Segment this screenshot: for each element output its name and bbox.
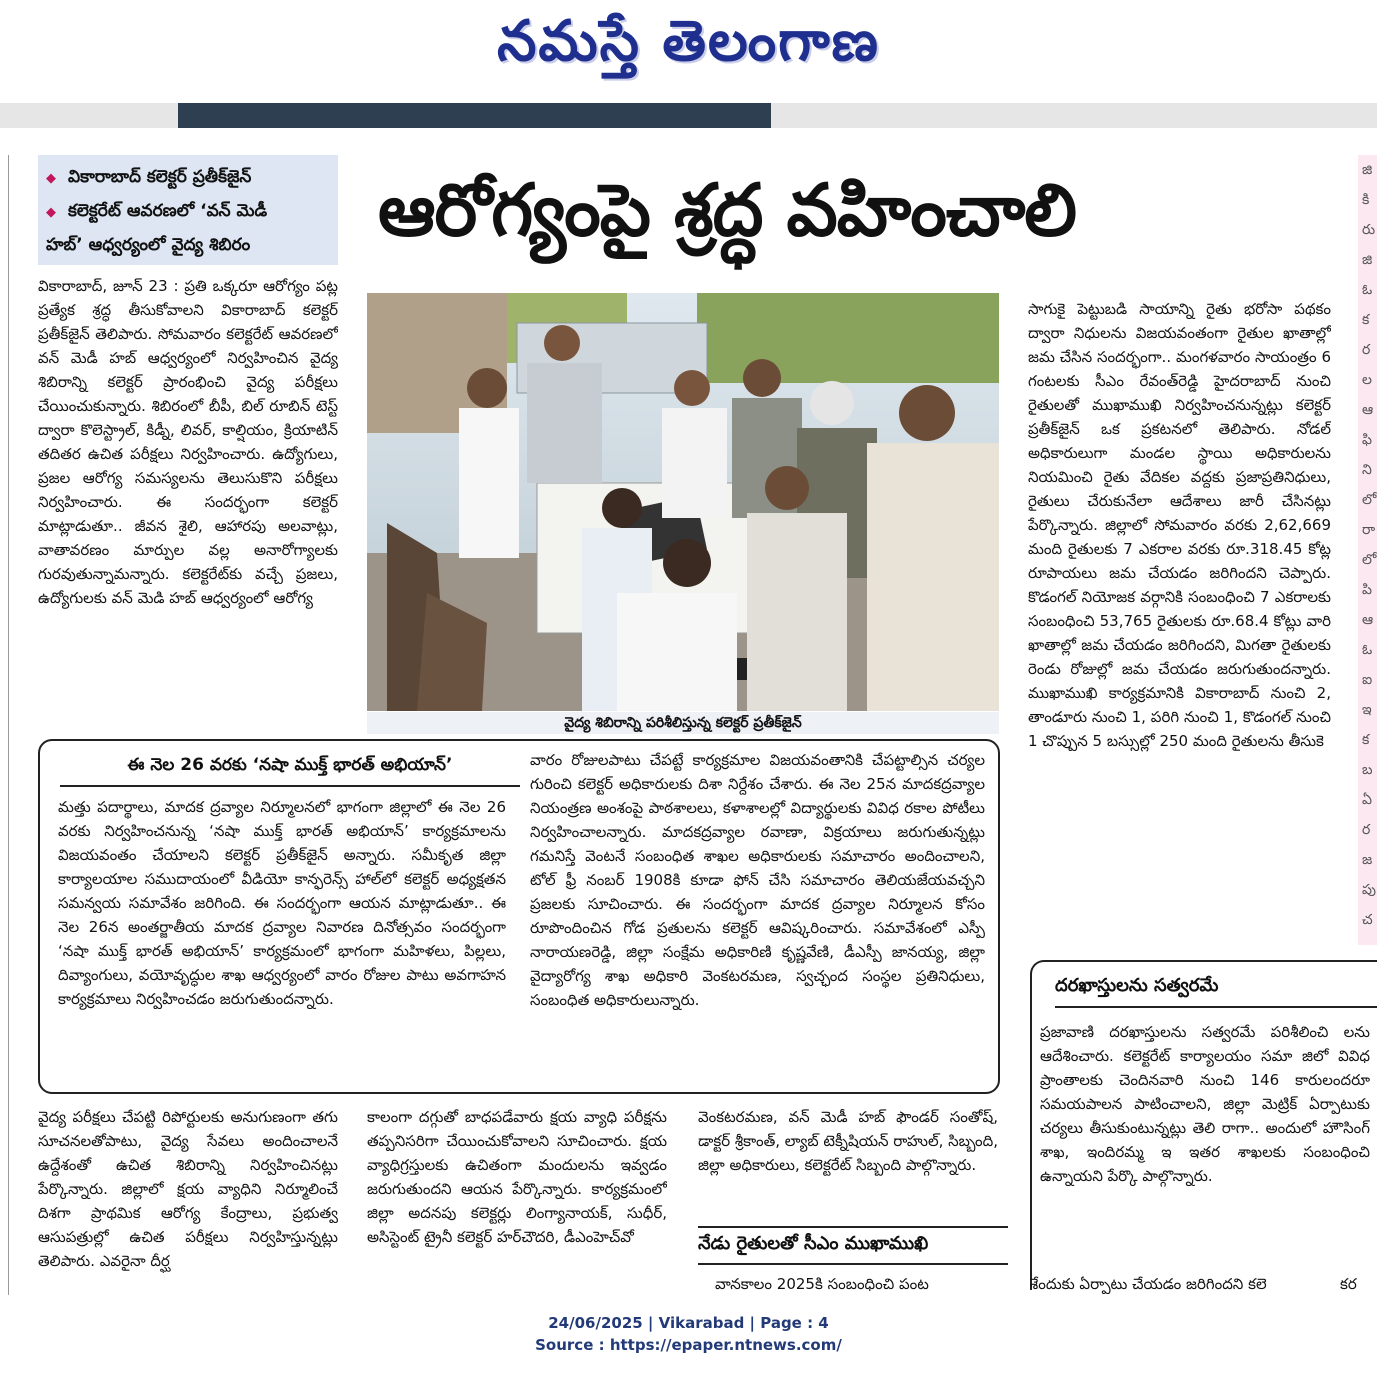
strip-fragment: ఓ [1362, 642, 1373, 658]
related-story-headline: దరఖాస్తులను సత్వరమే [1055, 975, 1377, 1008]
strip-fragment: ర [1362, 822, 1371, 838]
sidebar-story-headline: ఈ నెల 26 వరకు ‘నషా ముక్త్ భారత్ అభియాన్’ [60, 755, 520, 787]
footer-date-page: 24/06/2025 | Vikarabad | Page : 4 [548, 1314, 829, 1332]
sidebar-story-column-2: వారం రోజులపాటు చేపట్టే కార్యక్రమాల విజయవంతానికి చేపట్టాల్సిన చర్యల గురించి కలెక్టర్ అధికారులకు దిశా నిర్దేశం చేశారు. ఈ నెల 25న మాదకద్రవ్యాల నియంత్రణ అంశంపై పాఠశాలలు, కళాశాలల్లో విద్యార్థులకు వివిధ రకాల పోటీలు నిర్వహించాలన్నారు. మాదకద్రవ్యాల రవాణా, విక్రయాలు జరుగుతున్నట్లు గమనిస్తే వెంటనే సంబంధిత శాఖల అధికారులకు సమాచారం అందించాలని, టోల్ ఫ్రీ నంబర్ 1908కి కూడా ఫోన్ చేసి సమాచారం తెలియజేయవచ్చని ప్రజలకు సూచించారు. ఈ సందర్భంగా మాదక ద్రవ్యాల నిర్మూలన కోసం రూపొందించిన గోడ ప్రతులను కలెక్టర్ ఆవిష్కరించారు. సమావేశంలో ఎస్పీ నారాయణరెడ్డి, జిల్లా సంక్షేమ అధికారిణి కృష్ణవేణి, డీఎస్పీ జానయ్య, జిల్లా వైద్యారోగ్య శాఖ అధికారి వెంకటరమణ, స్వచ్ఛంద సంస్థల ప్రతినిధులు, సంబంధిత అధికారులున్నారు. [530, 751, 985, 1009]
strip-fragment: ల [1362, 372, 1372, 388]
main-headline: ఆరోగ్యంపై శ్రద్ధ వహించాలి [378, 168, 1077, 252]
diamond-bullet-icon: ◆ [46, 205, 56, 220]
strip-fragment: ర [1362, 342, 1371, 358]
article-deck [38, 155, 338, 265]
strip-fragment: లో [1362, 492, 1377, 508]
strip-fragment: జి [1362, 162, 1373, 178]
sub-story-body: వానకాలం 2025కి సంబంధించి పంట [715, 1275, 929, 1293]
strip-fragment: ఐ [1362, 672, 1373, 688]
strip-fragment: ఇ [1362, 702, 1372, 718]
strip-fragment: కి [1362, 192, 1370, 208]
sidebar-story-column-1: మత్తు పదార్థాలు, మాదక ద్రవ్యాల నిర్మూలనలో భాగంగా జిల్లాలో ఈ నెల 26 వరకు నిర్వహించనున్న ‘నషా ముక్త్ భారత్ అభియాన్’ కార్యక్రమాలను విజయవంతం చేయాలని కలెక్టర్ ప్రతీక్‌జైన్ అన్నారు. సమీకృత జిల్లా కార్యాలయాల సముదాయంలో వీడియో కాన్ఫరెన్స్ హాల్‌లో కలెక్టర్ అధ్యక్షతన సమన్వయ సమావేశం జరిగింది. ఈ సందర్భంగా ఆయన మాట్లాడుతూ.. ఈ నెల 26న అంతర్జాతీయ మాదక ద్రవ్యాల నివారణ దినోత్సవం సందర్భంగా ‘నషా ముక్త్ భారత్ అభియాన్’ కార్యక్రమంలో భాగంగా మహిళలు, పిల్లలు, దివ్యాంగులు, వయోవృద్ధుల శాఖ ఆధ్వర్యంలో వారం రోజుల పాటు అవగాహన కార్యక్రమాలు నిర్వహించడం జరుగుతుందన్నారు. [58, 798, 506, 1008]
strip-fragment: ని [1362, 462, 1372, 478]
deck-line: ◆ వికారాబాద్ కలెక్టర్ ప్రతీక్‌జైన్ [46, 161, 330, 195]
adjacent-story-fragment: కర [1340, 1275, 1357, 1293]
article-continuation-col3: వెంకటరమణ, వన్ మెడీ హబ్ ఫౌండర్ సంతోష్, డాక్టర్ శ్రీకాంత్, ల్యాబ్ టెక్నీషియన్ రాహుల్, సిబ్బంది, జిల్లా అధికారులు, కలెక్టరేట్ సిబ్బంది పాల్గొన్నారు. [698, 1108, 998, 1174]
strip-fragment: రా [1362, 522, 1376, 538]
deck-line: ◆ కలెక్టరేట్ ఆవరణలో ‘వన్ మెడీ [46, 195, 330, 229]
strip-fragment: లో [1362, 552, 1377, 568]
article-column-left: వికారాబాద్, జూన్ 23 : ప్రతి ఒక్కరూ ఆరోగ్యం పట్ల ప్రత్యేక శ్రద్ధ తీసుకోవాలని వికారాబాద్ కలెక్టర్ ప్రతీక్‌జైన్ తెలిపారు. సోమవారం కలెక్టరేట్ ఆవరణలో వన్ మెడీ హబ్ ఆధ్వర్యంలో నిర్వహించిన వైద్య శిబిరాన్ని కలెక్టర్ ప్రారంభించి వైద్య పరీక్షలు చేయించుకున్నారు. శిబిరంలో బీపీ, బిల్ రూబిన్ టెస్ట్ ద్వారా కొలెస్ట్రాల్, కిడ్నీ, లివర్, కాల్షియం, క్రియాటిన్ తదితర ఉచిత పరీక్షలు నిర్వహించారు. ఉద్యోగులు, ప్రజల ఆరోగ్య సమస్యలను తెలుసుకొని పరీక్షలు నిర్వహించారు. ఈ సందర్భంగా కలెక్టర్ మాట్లాడుతూ.. జీవన శైలి, ఆహారపు అలవాట్లు, వాతావరణం మార్పుల వల్ల అనారోగ్యాలకు గురవుతున్నామన్నారు. కలెక్టరేట్‌కు వచ్చే ప్రజలు, ఉద్యోగులకు వన్ మెడి హబ్ ఆధ్వర్యంలో ఆరోగ్య [38, 277, 338, 607]
news-photo [367, 293, 999, 711]
strip-fragment: చ [1362, 912, 1373, 928]
strip-fragment: రు [1362, 222, 1376, 238]
strip-fragment: క [1362, 732, 1370, 748]
deck-line: హబ్’ ఆధ్వర్యంలో వైద్య శిబిరం [46, 235, 251, 255]
sub-story-headline: నేడు రైతులతో సీఎం ముఖాముఖి [698, 1226, 1008, 1265]
strip-fragment: ఆ [1362, 612, 1374, 628]
photo-illustration [367, 293, 999, 711]
strip-fragment: ఫి [1362, 432, 1372, 448]
strip-fragment: ఆ [1362, 402, 1374, 418]
article-continuation-col1: వైద్య పరీక్షలు చేపట్టి రిపోర్టులకు అనుగుణంగా తగు సూచనలతోపాటు, వైద్య సేవలు అందించాలనే ఉద్దేశంతో ఉచిత శిబిరాన్ని నిర్వహించినట్లు పేర్కొన్నారు. జిల్లాలో క్షయ వ్యాధిని నిర్మూలించే దిశగా ప్రాథమిక ఆరోగ్య కేంద్రాలు, ప్రభుత్వ ఆసుపత్రుల్లో ఉచిత పరీక్షలు నిర్వహిస్తున్నట్లు తెలిపారు. ఎవరైనా దీర్ఘ [38, 1108, 338, 1270]
photo-caption: వైద్య శిబిరాన్ని పరిశీలిస్తున్న కలెక్టర్ ప్రతీక్‌జైన్ [367, 712, 999, 734]
strip-fragment: పు [1362, 882, 1376, 898]
diamond-bullet-icon: ◆ [46, 171, 56, 186]
masthead [0, 0, 1377, 100]
related-story-body: ప్రజావాణి దరఖాస్తులను సత్వరమే పరిశీలించి లను ఆదేశించారు. కలెక్టరేట్ కార్యాలయం సమా జిలో వివిధ ప్రాంతాలకు చెందినవారి నుంచి 146 కారులందరూ సమయపాలన పాటించాలని, జిల్లా మెట్రిక్ ఏర్పాటుకు చర్యలు తీసుకుంటున్నట్లు తెలి రాగా.. అందులో హౌసింగ్ శాఖ, ఇందిరమ్మ ఇ ఇతర శాఖలకు సంబంధించి ఉన్నాయని పేర్కొ పాల్గొన్నారు. [1040, 1023, 1370, 1185]
adjacent-article-strip [1358, 155, 1377, 945]
strip-fragment: జి [1362, 252, 1373, 268]
left-column-rule [8, 155, 9, 1295]
header-rule-dark [178, 103, 771, 128]
strip-fragment: జ [1362, 852, 1373, 868]
strip-fragment: ఏ [1362, 792, 1372, 808]
related-story-bottom-line: శేందుకు ఏర్పాటు చేయడం జరిగిందని కలె [1030, 1275, 1267, 1293]
strip-fragment: పి [1362, 582, 1372, 598]
newspaper-logo: నమస్తే తెలంగాణ [497, 8, 880, 74]
article-continuation-col2: కాలంగా దగ్గుతో బాధపడేవారు క్షయ వ్యాధి పరీక్షను తప్పనిసరిగా చేయించుకోవాలని సూచించారు. క్షయ వ్యాధిగ్రస్తులకు ఉచితంగా మందులను ఇవ్వడం జరుగుతుందని ఆయన పేర్కొన్నారు. కార్యక్రమంలో జిల్లా అదనపు కలెక్టర్లు లింగ్యానాయక్, సుధీర్, అసిస్టెంట్ ట్రైనీ కలెక్టర్ హర్‌చౌదరి, డీఎంహెచ్‌వో [367, 1108, 667, 1246]
strip-fragment: ఓ [1362, 282, 1373, 298]
article-column-right: సాగుకై పెట్టుబడి సాయాన్ని రైతు భరోసా పథకం ద్వారా నిధులను విజయవంతంగా రైతుల ఖాతాల్లో జమ చేసిన సందర్భంగా.. మంగళవారం సాయంత్రం 6 గంటలకు సీఎం రేవంత్‌రెడ్డి హైదరాబాద్ నుంచి రైతులతో ముఖాముఖి నిర్వహించనున్నట్లు కలెక్టర్ ప్రతీక్‌జైన్ ఒక ప్రకటనలో తెలిపారు. నోడల్ అధికారులుగా మండల స్థాయి అధికారులను నియమించి రైతు వేదికల వద్దకు ప్రజాప్రతినిధులు, రైతులు చేరుకునేలా ఆదేశాలు జారీ చేసినట్లు పేర్కొన్నారు. జిల్లాలో సోమవారం వరకు 2,62,669 మంది రైతులకు 7 ఎకరాల వరకు రూ.318.45 కోట్ల రూపాయలు జమ చేయడం జరిగిందని చెప్పారు. కొడంగల్ నియోజక వర్గానికి సంబంధించి 7 ఎకరాలకు సంబంధించి 53,765 రైతులకు రూ.68.4 కోట్లు వారి ఖాతాల్లో జమ చేయడం జరిగిందని, మిగతా రైతులకు రెండు రోజుల్లో జమ చేయడం జరుగుతుందన్నారు. ముఖాముఖి కార్యక్రమానికి వికారాబాద్ నుంచి 2, తాండూరు నుంచి 1, పరిగి నుంచి 1, కొడంగల్ నుంచి 1 చొప్పున 5 బస్సుల్లో 250 మంది రైతులను తీసుకె [1028, 300, 1331, 750]
footer-source-link[interactable]: Source : https://epaper.ntnews.com/ [535, 1336, 842, 1354]
strip-fragment: బ [1362, 762, 1373, 778]
strip-fragment: క [1362, 312, 1370, 328]
page-footer [0, 1312, 1377, 1356]
